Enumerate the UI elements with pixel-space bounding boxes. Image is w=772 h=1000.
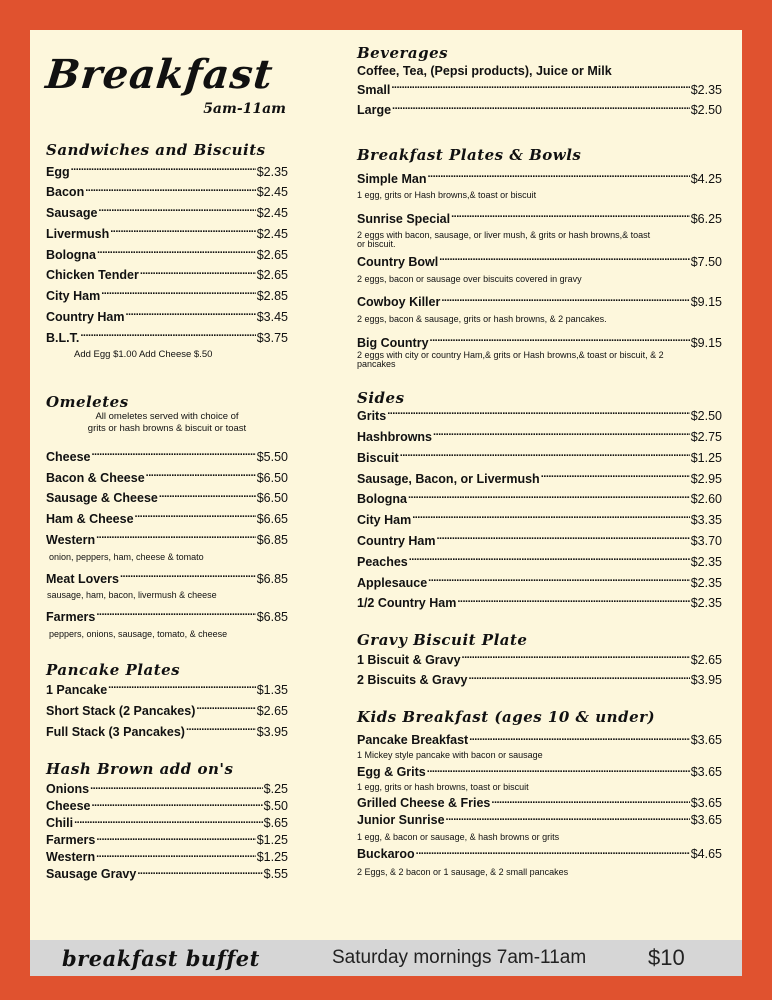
item-price: $2.35 [256,164,288,179]
menu-item [357,448,722,469]
buffet-title: breakfast buffet [62,946,260,971]
item-price: $1.25 [690,450,722,465]
item-name: Pancake Breakfast [357,732,469,747]
item-price: $2.60 [690,492,722,507]
item-name: Peaches [357,554,408,569]
item-name: Short Stack (2 Pancakes) [46,704,196,719]
pancake-section [46,662,288,743]
dot-leader [108,682,256,694]
item-name: Country Ham [46,310,125,325]
item-price: $2.85 [256,289,288,304]
item-price: $2.35 [690,554,722,569]
item-price: $1.35 [256,683,288,698]
item-name: Country Ham [357,534,436,548]
item-name: Sausage [46,206,98,221]
dot-leader [186,724,256,736]
item-price: $6.65 [256,512,288,527]
section-title: Omeletes [46,392,129,411]
item-price: $4.65 [690,847,722,862]
dot-leader [433,429,690,441]
item-price: $2.35 [690,596,722,611]
menu-item [46,182,288,203]
dot-leader [392,102,690,114]
item-price: $.25 [263,782,288,797]
dot-leader [541,471,690,483]
item-name: Bologna [357,492,407,507]
menu-item [357,764,722,781]
item-name: Country Bowl [357,254,439,269]
addon-note: Add Egg $1.00 Add Cheese $.50 [74,348,213,360]
item-price: $3.75 [256,330,288,345]
section-title: Pancake Plates [46,660,181,679]
omeletes-section [46,394,288,640]
item-price: $2.65 [256,247,288,262]
item-price: $2.95 [690,471,722,486]
menu-item [357,670,722,691]
item-name: Sausage Gravy [46,867,137,882]
section-title: Sandwiches and Biscuits [46,141,266,159]
dot-leader [137,866,262,878]
dot-leader [468,672,689,684]
item-name: Western [46,532,96,547]
item-name: Junior Sunrise [357,813,445,828]
sandwiches-section [46,142,288,361]
dot-leader [441,294,689,306]
dot-leader [90,781,263,793]
item-price: $6.50 [256,470,288,485]
item-name: Sausage & Cheese [46,491,158,506]
item-price: $2.65 [256,268,288,283]
item-price: $6.50 [256,491,288,506]
menu-item [357,100,722,121]
menu-item [46,447,288,468]
dot-leader [91,449,255,461]
dot-leader [430,335,690,347]
dot-leader [409,554,690,566]
menu-item [357,531,722,552]
item-price: $3.45 [256,310,288,325]
item-price: $2.50 [690,409,722,424]
item-description: 2 eggs with bacon, sausage, or liver mush, & grits or hash browns,& toast or biscuit. [357,229,651,250]
item-name: Meat Lovers [46,571,119,586]
dot-leader [125,309,255,321]
dot-leader [436,533,689,545]
item-name: Bacon & Cheese [46,470,145,485]
item-price: $1.25 [256,833,288,848]
menu-item [46,722,288,743]
menu-item [357,732,722,749]
item-price: $6.85 [256,532,288,547]
menu-title: Breakfast [43,51,276,98]
menu-item [357,795,722,812]
item-price: $2.50 [690,103,722,118]
item-name: Bologna [46,247,96,262]
omeletes-note: grits or hash browns & biscuit or toast [87,422,247,434]
item-name: B.L.T. [46,330,80,345]
item-price: $9.15 [690,295,722,310]
left-column [43,51,288,883]
section-title: Beverages [357,44,449,62]
menu-item [357,252,722,273]
kids-section [357,709,722,878]
dot-leader [387,408,690,420]
menu-item [46,265,288,286]
menu-item [357,489,722,510]
item-price: $9.15 [690,336,722,351]
menu-item [357,427,722,448]
menu-item [46,607,288,628]
menu-item [46,468,288,489]
menu-item [46,815,288,832]
item-price: $.65 [263,816,288,831]
menu-item [357,650,722,671]
item-price: $6.25 [690,212,722,227]
item-price: $3.65 [690,764,722,779]
menu-item [46,162,288,183]
dot-leader [446,812,690,824]
item-name: Farmers [46,610,96,625]
item-name: Egg [46,164,70,179]
item-description: 1 egg, grits or Hash browns,& toast or biscuit [357,190,537,201]
dot-leader [97,247,256,259]
dot-leader [196,703,255,715]
menu-item [46,203,288,224]
menu-item [46,701,288,722]
item-name: Simple Man [357,171,427,186]
dot-leader [469,732,690,744]
menu-item [46,488,288,509]
item-price: $4.25 [690,171,722,186]
item-price: $3.95 [690,673,722,688]
item-description: 1 egg, & bacon or sausage, & hash browns or grits [357,832,560,843]
plates-section [357,147,722,370]
item-name: Cowboy Killer [357,295,441,310]
item-price: $2.45 [256,226,288,241]
menu-item [357,552,722,573]
menu-item [357,292,722,313]
item-name: Grilled Cheese & Fries [357,796,491,811]
dot-leader [159,490,256,502]
menu-item [46,849,288,866]
item-name: Sunrise Special [357,212,451,227]
section-title: Breakfast Plates & Bowls [357,146,582,165]
item-price: $7.50 [690,254,722,269]
item-price: $2.45 [256,185,288,200]
right-column [357,45,722,878]
dot-leader [427,171,689,183]
item-price: $3.65 [690,813,722,828]
menu-item [46,224,288,245]
item-price: $.50 [263,799,288,814]
dot-leader [91,798,262,810]
item-price: $3.70 [690,534,722,548]
dot-leader [96,532,256,544]
menu-item [357,169,722,190]
beverages-subtitle: Coffee, Tea, (Pepsi products), Juice or Milk [357,63,612,78]
gravy-section [357,632,722,691]
dot-leader [451,211,690,223]
item-name: Livermush [46,226,110,241]
item-price: $.55 [263,867,288,882]
dot-leader [462,652,690,664]
section-title: Gravy Biscuit Plate [357,631,528,650]
item-name: Large [357,103,392,118]
dot-leader [101,288,256,300]
menu-item [357,593,722,614]
item-price: $3.65 [690,796,722,811]
menu-item [46,832,288,849]
item-name: Big Country [357,336,429,351]
menu-item [46,509,288,530]
item-description: 2 Eggs, & 2 bacon or 1 sausage, & 2 small pancakes [357,867,569,878]
dot-leader [74,815,263,827]
sides-section [357,390,722,614]
section-title: Hash Brown add on's [46,759,234,778]
menu-hours: 5am-11am [203,101,286,117]
buffet-price: $10 [648,945,685,970]
hashbrown-section [46,761,288,884]
item-name: Cheese [46,799,91,814]
buffet-banner [30,940,742,976]
menu-item [357,209,722,230]
item-name: Full Stack (3 Pancakes) [46,724,185,739]
dot-leader [98,205,255,217]
menu-item [46,680,288,701]
item-price: $1.25 [256,850,288,865]
item-description: sausage, ham, bacon, livermush & cheese [47,590,217,601]
item-price: $2.35 [690,575,722,590]
omeletes-note: All omeletes served with choice of [95,411,239,423]
menu-item [46,798,288,815]
menu-item [357,573,722,594]
item-description: 2 eggs, bacon & sausage, grits or hash browns, & 2 pancakes. [357,314,607,325]
item-description: 1 egg, grits or hash browns, toast or biscuit [357,781,529,792]
dot-leader [140,267,256,279]
item-name: Buckaroo [357,847,415,862]
item-name: City Ham [357,513,412,528]
dot-leader [146,470,256,482]
dot-leader [135,511,256,523]
item-price: $2.75 [690,430,722,445]
menu-item [357,406,722,427]
beverages-section [357,45,722,121]
item-name: Bacon [46,185,85,200]
item-name: Western [46,850,96,865]
dot-leader [427,764,690,776]
buffet-schedule: Saturday mornings 7am-11am [332,947,587,968]
section-title: Sides [357,388,405,407]
menu-item [357,510,722,531]
menu-item [46,245,288,266]
section-title: Kids Breakfast (ages 10 & under) [357,708,656,727]
menu-item [357,469,722,490]
item-name: Egg & Grits [357,764,426,779]
menu-item [46,530,288,551]
item-name: Hashbrowns [357,430,433,445]
dot-leader [400,450,690,462]
item-name: 1 Biscuit & Gravy [357,652,461,667]
item-name: 1/2 Country Ham [357,596,457,611]
dot-leader [110,226,256,238]
item-name: Grits [357,409,387,424]
menu-item [46,866,288,883]
item-name: Farmers [46,833,96,848]
item-price: $3.95 [256,724,288,739]
item-price: $6.85 [256,610,288,625]
menu-item [357,80,722,101]
menu-item [46,328,288,349]
item-price: $3.65 [690,732,722,747]
menu-item [357,812,722,829]
item-price: $6.85 [256,571,288,586]
item-description: onion, peppers, ham, cheese & tomato [49,551,204,562]
item-name: City Ham [46,289,101,304]
menu-item [46,569,288,590]
dot-leader [391,82,689,94]
item-price: $3.35 [690,513,722,528]
item-name: Sausage, Bacon, or Livermush [357,471,540,486]
dot-leader [439,254,689,266]
dot-leader [71,164,256,176]
item-description: 2 eggs, bacon or sausage over biscuits covered in gravy [357,273,582,284]
item-name: 1 Pancake [46,683,108,698]
dot-leader [457,595,689,607]
dot-leader [96,832,255,844]
dot-leader [96,609,255,621]
dot-leader [96,849,256,861]
item-description: 1 Mickey style pancake with bacon or sausage [357,749,543,760]
item-name: Small [357,82,391,97]
item-name: Cheese [46,449,91,464]
item-name: 2 Biscuits & Gravy [357,673,468,688]
item-description: 2 eggs with city or country Ham,& grits or Hash browns,& toast or biscuit, & 2 pancakes [357,349,664,370]
item-name: Chili [46,816,74,831]
item-description: peppers, onions, sausage, tomato, & cheese [49,628,228,639]
item-name: Biscuit [357,450,399,465]
dot-leader [120,571,256,583]
dot-leader [412,512,690,524]
dot-leader [491,795,689,807]
menu-item [357,846,722,863]
item-price: $2.65 [690,652,722,667]
item-price: $2.45 [256,206,288,221]
dot-leader [408,491,690,503]
menu-item [46,286,288,307]
dot-leader [85,184,256,196]
item-price: $2.65 [256,704,288,719]
dot-leader [80,330,255,342]
menu-item [46,781,288,798]
item-price: $5.50 [256,449,288,464]
dot-leader [416,846,690,858]
item-name: Ham & Cheese [46,512,134,527]
item-name: Chicken Tender [46,268,139,283]
dot-leader [428,575,690,587]
item-name: Onions [46,782,90,797]
menu-item [46,307,288,328]
item-price: $2.35 [690,82,722,97]
item-name: Applesauce [357,575,428,590]
